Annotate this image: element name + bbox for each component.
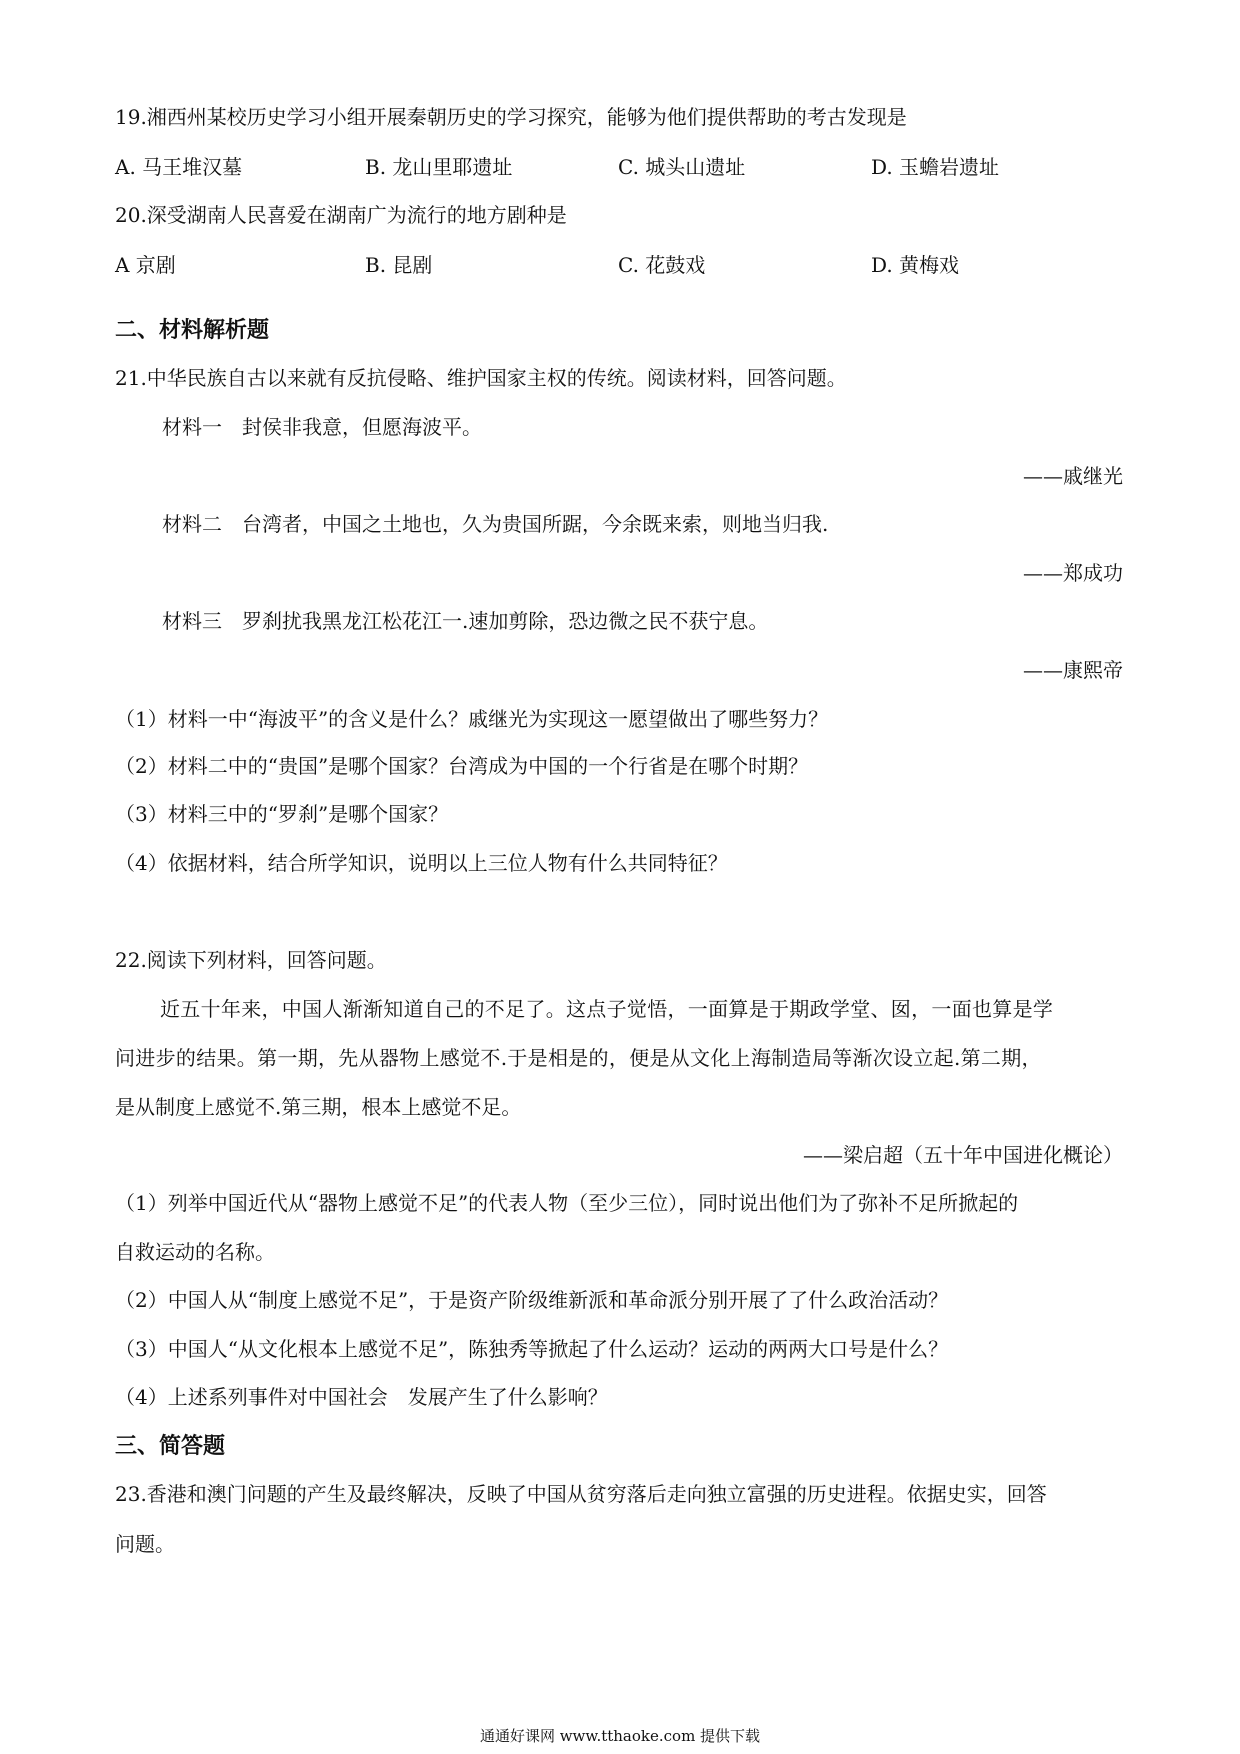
- q22-question-1-cont: 自救运动的名称。: [115, 1240, 275, 1264]
- q20-option-d: D. 黄梅戏: [871, 253, 960, 277]
- q19-stem: 19.湘西州某校历史学习小组开展秦朝历史的学习探究，能够为他们提供帮助的考古发现是: [115, 105, 907, 129]
- q22-stem: 22.阅读下列材料，回答问题。: [115, 948, 387, 972]
- section-heading-3: 三、简答题: [115, 1433, 226, 1459]
- q22-question-3: （3）中国人“从文化根本上感觉不足”，陈独秀等掀起了什么运动？运动的两两大口号是什么？: [115, 1337, 949, 1361]
- q19-option-b: B. 龙山里耶遗址: [365, 155, 513, 179]
- q21-material-3: 材料三 罗刹扰我黑龙江松花江一.速加剪除，恐边微之民不获宁息。: [162, 609, 769, 633]
- q21-stem: 21.中华民族自古以来就有反抗侵略、维护国家主权的传统。阅读材料，回答问题。: [115, 366, 847, 390]
- q19-option-d: D. 玉蟾岩遗址: [871, 155, 1000, 179]
- q21-question-4: （4）依据材料，结合所学知识，说明以上三位人物有什么共同特征？: [115, 851, 728, 875]
- q22-passage-line: 是从制度上感觉不.第三期，根本上感觉不足。: [115, 1095, 522, 1119]
- page-footer: 通通好课网 www.tthaoke.com 提供下载: [479, 1727, 761, 1745]
- q22-question-1: （1）列举中国近代从“器物上感觉不足”的代表人物（至少三位），同时说出他们为了弥补不足所掀起的: [115, 1191, 1019, 1215]
- q21-material-1-source: ——戚继光: [1023, 464, 1123, 488]
- q22-source: ——梁启超（五十年中国进化概论）: [803, 1143, 1123, 1167]
- q20-stem: 20.深受湖南人民喜爱在湖南广为流行的地方剧种是: [115, 203, 567, 227]
- q22-passage-line: 近五十年来，中国人渐渐知道自己的不足了。这点子觉悟，一面算是于期政学堂、囡，一面也算是学: [160, 997, 1054, 1021]
- q21-material-3-source: ——康熙帝: [1023, 658, 1123, 682]
- q21-question-2: （2）材料二中的“贵国”是哪个国家？台湾成为中国的一个行省是在哪个时期？: [115, 754, 809, 778]
- q22-question-4: （4）上述系列事件对中国社会 发展产生了什么影响？: [115, 1385, 608, 1409]
- q20-option-b: B. 昆剧: [365, 253, 433, 277]
- q21-question-3: （3）材料三中的“罗刹”是哪个国家？: [115, 802, 449, 826]
- q19-option-a: A. 马王堆汉墓: [115, 155, 243, 179]
- q21-material-1: 材料一 封侯非我意，但愿海波平。: [162, 415, 482, 439]
- section-heading-2: 二、材料解析题: [115, 317, 270, 343]
- q22-passage-line: 问进步的结果。第一期，先从器物上感觉不.于是相是的，便是从文化上海制造局等渐次设立起.第二期，: [115, 1046, 1042, 1070]
- q23-line: 问题。: [115, 1532, 175, 1556]
- q21-material-2: 材料二 台湾者，中国之土地也，久为贵国所踞，今余既来索，则地当归我.: [162, 512, 829, 536]
- q21-question-1: （1）材料一中“海波平”的含义是什么？戚继光为实现这一愿望做出了哪些努力？: [115, 707, 829, 731]
- q20-option-c: C. 花鼓戏: [618, 253, 706, 277]
- q21-material-2-source: ——郑成功: [1023, 561, 1123, 585]
- q20-option-a: A 京剧: [115, 253, 176, 277]
- q23-line: 23.香港和澳门问题的产生及最终解决，反映了中国从贫穷落后走向独立富强的历史进程。依据史实，回答: [115, 1482, 1047, 1506]
- q22-question-2: （2）中国人从“制度上感觉不足”，于是资产阶级维新派和革命派分别开展了了什么政治活动？: [115, 1288, 949, 1312]
- q19-option-c: C. 城头山遗址: [618, 155, 746, 179]
